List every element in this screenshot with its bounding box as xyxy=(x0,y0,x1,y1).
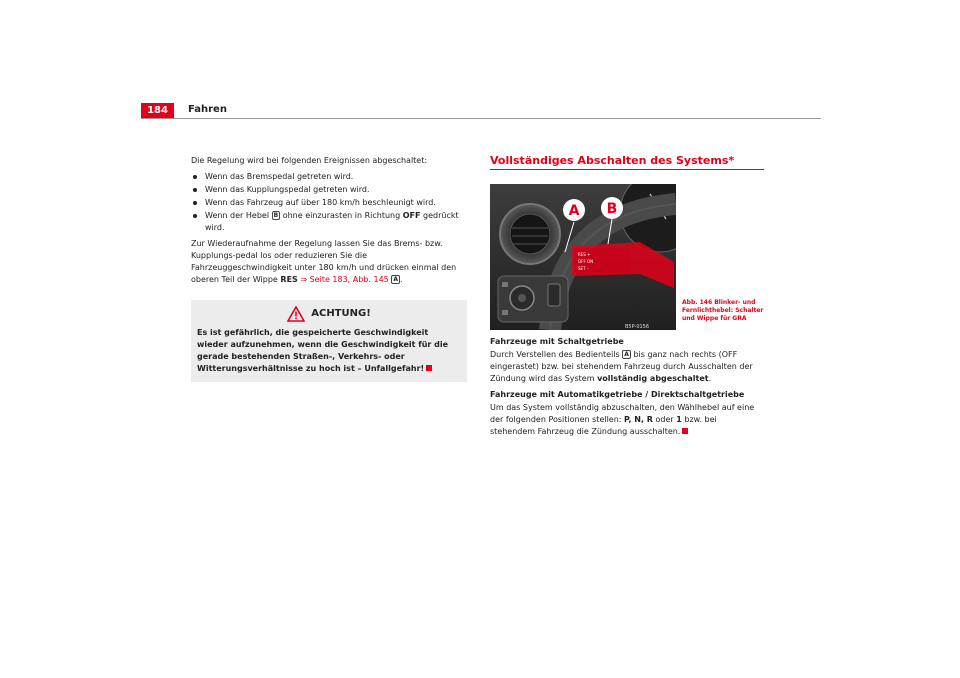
chip-a: A xyxy=(624,351,629,358)
resume-end: . xyxy=(399,275,403,284)
label-a: A xyxy=(568,203,580,219)
warning-box xyxy=(191,300,467,382)
auto-paragraph: Um das System vollständig abzuschalten, den Wählhebel auf eine der folgenden Positionen stellen: P, N, R oder 1 bzw. bei stehendem Fahrzeug die Zündung ausschalten. xyxy=(490,403,755,436)
figure-caption: Abb. 146 Blinker- und Fernlichthebel: Schalter und Wippe für GRA xyxy=(682,299,764,322)
intro-text: Die Regelung wird bei folgenden Ereignissen abgeschaltet: xyxy=(191,156,428,165)
manual-bold: vollständig abgeschaltet xyxy=(597,374,709,383)
end-marker-icon xyxy=(682,428,688,434)
right-body xyxy=(490,336,764,438)
bullet4-pre: Wenn der Hebel xyxy=(205,211,270,220)
page-reference-link[interactable]: ⇒ Seite 183, Abb. 145 xyxy=(300,275,389,284)
page-header-title: Fahren xyxy=(188,104,227,115)
header-rule xyxy=(141,118,821,119)
warning-title-row xyxy=(197,306,461,322)
resume-bold: RES xyxy=(280,275,298,284)
gauge-label: 1/2 xyxy=(646,199,656,206)
bullet4-bold: OFF xyxy=(402,211,421,220)
image-code: B5P-0156 xyxy=(625,324,650,330)
chip-b: B xyxy=(273,212,279,219)
figure xyxy=(490,184,764,332)
resume-paragraph xyxy=(191,238,467,286)
bullet4-mid: ohne einzurasten in Richtung xyxy=(282,211,401,220)
deactivation-list xyxy=(191,171,467,234)
bullet4-post: gedrückt wird. xyxy=(205,211,459,232)
svg-text:OFF ON: OFF ON xyxy=(578,259,594,264)
svg-text:RES +: RES + xyxy=(578,252,591,257)
manual-heading: Fahrzeuge mit Schaltgetriebe xyxy=(490,337,624,346)
chip-a: A xyxy=(393,276,398,283)
right-column xyxy=(490,155,764,442)
section-title: Vollständiges Abschalten des Systems* xyxy=(490,155,764,170)
lever-illustration xyxy=(490,184,676,330)
list-item: Wenn das Bremspedal getreten wird. xyxy=(191,171,467,183)
end-marker-icon xyxy=(426,365,432,371)
list-item: Wenn das Kupplungspedal getreten wird. xyxy=(191,184,467,196)
page-number: 184 xyxy=(141,103,174,118)
auto-heading: Fahrzeuge mit Automatikgetriebe / Direktschaltgetriebe xyxy=(490,390,745,399)
warning-text: Es ist gefährlich, die gespeicherte Geschwindigkeit wieder aufzunehmen, wenn die Geschwindigkeit für die gerade bestehenden Straßen-, Verkehrs- oder Witterungsverhältnisse zu hoch ist – Unfallgefahr! xyxy=(197,328,449,373)
steering-lever-photo xyxy=(490,184,676,330)
manual-paragraph: Durch Verstellen des Bedienteils A bis ganz nach rechts (OFF eingerastet) bzw. bei stehendem Fahrzeug durch Ausschalten der Zündung wird das System vollständig abgeschaltet. xyxy=(490,350,753,383)
list-item xyxy=(191,210,467,234)
left-column xyxy=(191,155,467,382)
svg-text:SET -: SET - xyxy=(578,266,589,271)
warning-triangle-icon xyxy=(287,306,305,322)
list-item: Wenn das Fahrzeug auf über 180 km/h beschleunigt wird. xyxy=(191,197,467,209)
resume-text: Zur Wiederaufnahme der Regelung lassen Sie das Brems- bzw. Kupplungs-pedal los oder reduzieren Sie die Fahrzeuggeschwindigkeit unter 180 km/h und drücken einmal den oberen Teil der Wippe xyxy=(191,239,457,284)
label-b: B xyxy=(606,201,618,217)
warning-title: ACHTUNG! xyxy=(311,308,371,319)
